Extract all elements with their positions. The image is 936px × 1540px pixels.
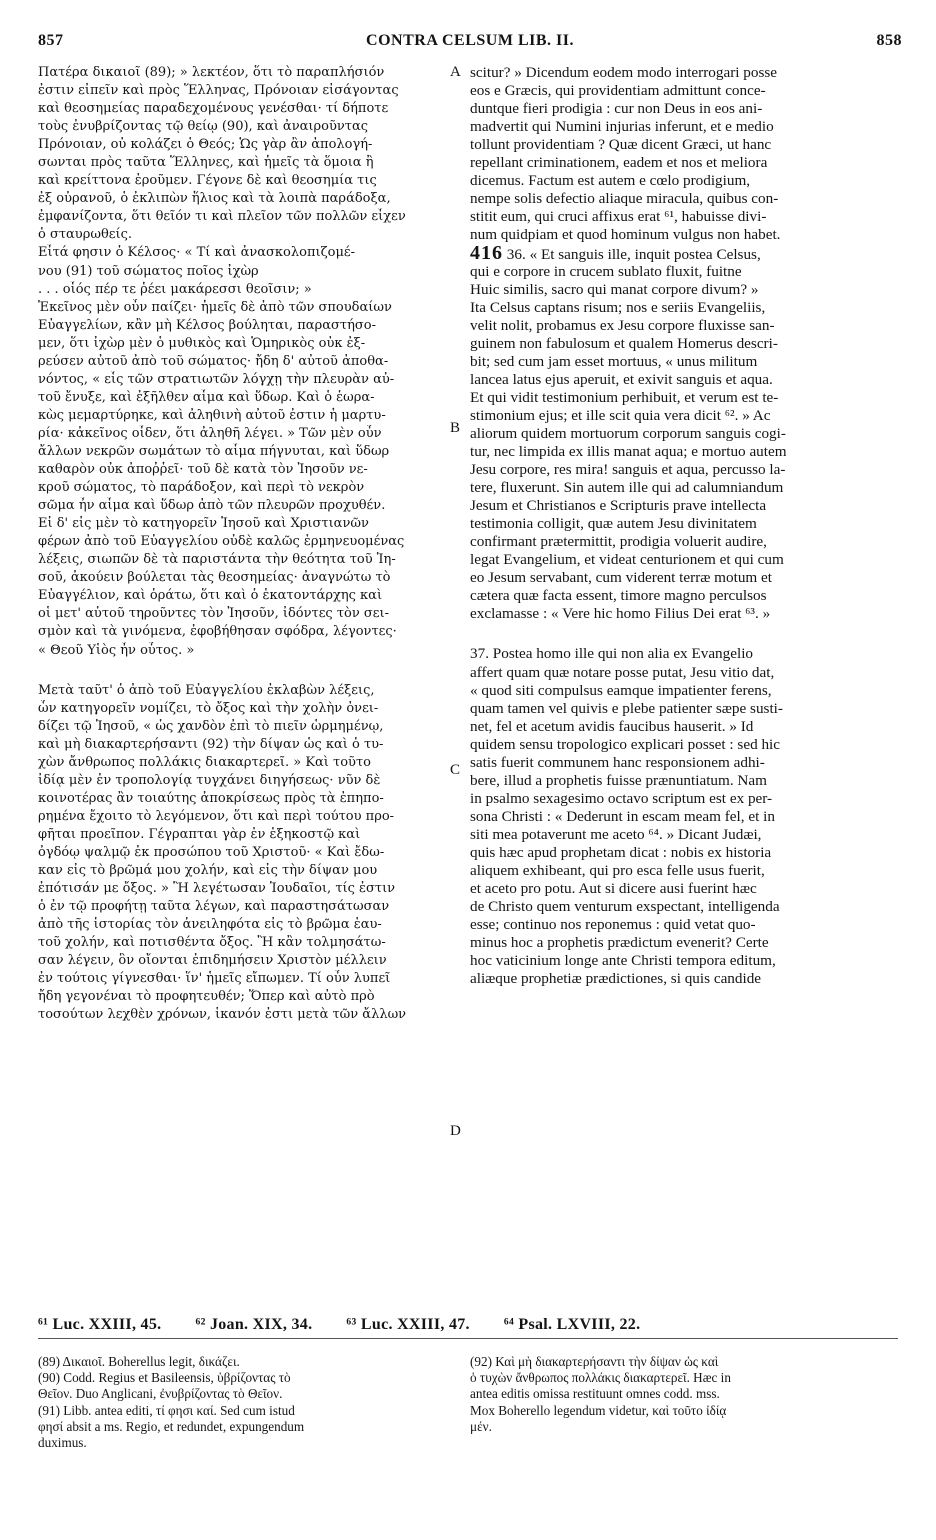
greek-text-line: νου (91) τοῦ σώματος ποῖος ἰχὼρ: [38, 263, 259, 279]
latin-text-line: siti mea potaverunt me aceto ⁶⁴. » Dicant Judæi,: [470, 825, 762, 843]
latin-text-line: tur, nec limpida ex illis manat aqua; e mortuo autem: [470, 442, 787, 460]
latin-text-line: stimonium ejus; et ille scit quia vera dicit ⁶². » Ac: [470, 406, 771, 424]
latin-text-line: quis hæc apud prophetam dicat : nobis ex historia: [470, 843, 772, 861]
greek-text-line: σοῦ, ἀκούειν βούλεται τὰς θεοσημείας· ἀναγνώτω τὸ: [38, 570, 391, 586]
greek-text-line: Ἐκεῖνος μὲν οὖν παίζει· ἡμεῖς δὲ ἀπὸ τῶν σπουδαίων: [38, 299, 392, 315]
greek-text-line: Εὐαγγελίων, κἂν μὴ Κέλσος βούληται, παραστήσο-: [38, 317, 376, 333]
greek-text-line: ἰδίᾳ μὲν ἐν τροπολογίᾳ τυγχάνει διηγήσεως· νῦν δὲ: [38, 772, 381, 788]
greek-text-line: Εἰ δ' εἰς μὲν τὸ κατηγορεῖν Ἰησοῦ καὶ Χριστιανῶν: [38, 516, 369, 532]
greek-text-line: ἄλλων νεκρῶν σωμάτων τὸ αἷμα πήγνυται, καὶ ὕδωρ: [38, 443, 390, 459]
scripture-reference: ⁶⁴ Psal. LXVIII, 22.: [503, 1316, 641, 1333]
greek-text-line: σωνται πρὸς ταῦτα Ἕλληνες, καὶ ἡμεῖς τὰ ὅμοια ἢ: [38, 155, 374, 171]
greek-text-line: ρημένα ἔχοιτο τὸ λεγόμενον, ὅτι καὶ περὶ τούτου προ-: [38, 808, 395, 824]
running-header: [38, 32, 902, 54]
latin-text-line: exclamasse : « Vere hic homo Filius Dei erat ⁶³. »: [470, 605, 771, 623]
greek-text-line: ἤδη γεγονέναι τὸ προφητευθέν; Ὅπερ καὶ αὐτὸ πρὸ: [38, 989, 375, 1005]
footnote-line: (91) Libb. antea editi, τί φησι καί. Sed cum istud: [38, 1402, 295, 1418]
greek-text-line: χὼν ἄνθρωπος πολλάκις διακαρτερεῖ. » Καὶ τοῦτο: [38, 754, 371, 770]
greek-text-line: τοῦ ἔνυξε, καὶ ἐξῆλθεν αἷμα καὶ ὕδωρ. Καὶ ὁ ἑωρα-: [38, 389, 375, 405]
latin-text-line: dicemus. Factum est autem e cœlo prodigium,: [470, 172, 751, 190]
greek-text-line: ἐπότισάν με ὄξος. » Ἢ λεγέτωσαν Ἰουδαῖοι, τίς ἐστιν: [38, 881, 396, 897]
greek-text-line: νόντος, « εἷς τῶν στρατιωτῶν λόγχῃ τὴν πλευρὰν αὐ-: [38, 371, 395, 387]
latin-text-line: sona Christi : « Dederunt in escam meam fel, et in: [470, 807, 775, 825]
latin-text-line: in psalmo sexagesimo octavo scriptum est ex per-: [470, 789, 773, 807]
greek-text-line: τοῦ χολήν, καὶ ποτισθέντα ὄξος. Ἢ κἂν τολμησάτω-: [38, 935, 386, 951]
greek-text-line: Πατέρα δικαιοῖ (89); » λεκτέον, ὅτι τὸ παραπλήσιόν: [38, 65, 385, 80]
latin-text-line: 416 36. « Et sanguis ille, inquit postea Celsus,: [470, 244, 761, 263]
greek-text-line: καν εἰς τὸ βρῶμά μου χολήν, καὶ εἰς τὴν δίψαν μου: [38, 863, 378, 879]
latin-text-line: eo Jesum servabant, cum viderent terræ motum et: [470, 569, 772, 587]
greek-text-line: σμὸν καὶ τὰ γινόμενα, ἐφοβήθησαν σφόδρα, λέγοντες·: [38, 624, 397, 640]
greek-text-line: κροῦ σώματος, τὸ παράδοξον, καὶ περὶ τὸ νεκρὸν: [38, 480, 365, 496]
running-title: CONTRA CELSUM LIB. II.: [366, 32, 574, 49]
paragraph-gap: [470, 623, 880, 645]
latin-text-line: Ita Celsus captans risum; nos e seriis Evangeliis,: [470, 298, 766, 316]
greek-text-line: Πρόνοιαν, οὐ κολάζει ὁ Θεός; Ὡς γὰρ ἂν ἀπολογή-: [38, 137, 373, 153]
latin-text-line: confirmant prætermittit, prodigia voluerit audire,: [470, 533, 767, 551]
greek-text-line: ἐξ οὐρανοῦ, ὁ ἐκλιπὼν ἥλιος καὶ τὰ λοιπὰ παράδοξα,: [38, 191, 391, 207]
footnote-line: (92) Καὶ μὴ διακαρτερήσαντι τὴν δίψαν ὡς καὶ: [470, 1354, 719, 1369]
latin-text-line: Jesu corpore, res mira! sanguis et aqua, percusso la-: [470, 461, 786, 479]
greek-text-line: ρία· κἀκεῖνος οἶδεν, ὅτι ἀληθῆ λέγει. » Τῶν μὲν οὖν: [38, 425, 382, 441]
footnote-line: antea editis omissa restituunt omnes codd. mss.: [470, 1386, 720, 1402]
greek-text-line: καθαρὸν οὐκ ἀποῤῥεῖ· τοῦ δὲ κατὰ τὸν Ἰησοῦν νε-: [38, 462, 368, 478]
page-number-right: 858: [876, 32, 902, 49]
latin-text-line: « quod siti compulsus eamque impatienter ferens,: [470, 681, 772, 699]
footnotes-left: [38, 1354, 448, 1451]
greek-text-line: κοινοτέρας ἂν τοιαύτης ἀποκρίσεως πρὸς τὰ ἐπηπο-: [38, 790, 384, 806]
latin-text-line: guinem non fabulosum et qualem Homerus descri-: [470, 334, 778, 352]
footnote-divider: [38, 1338, 898, 1339]
margin-marker: C: [450, 762, 461, 778]
latin-text-line: esse; continuo nos reponemus : quid vetat quo-: [470, 916, 756, 934]
greek-text-line: ἐμφανίζοντα, ὅτι θεῖόν τι καὶ πλεῖον τῶν πολλῶν εἶχεν: [38, 209, 406, 225]
footnote-line: ὁ τυχὼν ἄνθρωπος πολλάκις διακαρτερεῖ. Hæc in: [470, 1370, 731, 1386]
latin-text-line: qui e corpore in crucem sublato fluxit, fuitne: [470, 262, 742, 280]
latin-text-line: aliæque prophetiæ prædictiones, si quis candide: [470, 970, 762, 988]
latin-text-line: hoc vaticinium longe ante Christi tempora editum,: [470, 952, 776, 970]
greek-text-line: σῶμα ἦν αἷμα καὶ ὕδωρ ἀπὸ τῶν πλευρῶν προχυθέν.: [38, 498, 386, 514]
latin-text-line: bere, illud a prophetis fuisse prænuntiatum. Nam: [470, 771, 767, 789]
latin-text-column: [470, 64, 880, 988]
greek-text-line: ἐστιν εἰπεῖν καὶ πρὸς Ἕλληνας, Πρόνοιαν εἰσάγοντας: [38, 83, 399, 99]
greek-text-line: ρεύσεν αὐτοῦ ἀπὸ τοῦ σώματος· ἤδη δ' αὐτοῦ ἀποθα-: [38, 353, 389, 369]
latin-text-line: madvertit qui Numini injurias inferunt, et e medio: [470, 118, 774, 136]
greek-text-line: ὧν κατηγορεῖν νομίζει, τὸ ὄξος καὶ τὴν χολὴν ὀνει-: [38, 700, 379, 716]
latin-text-line: de Christo quem venturum exspectant, intelligenda: [470, 898, 780, 916]
greek-text-line: φῆται προεῖπον. Γέγραπται γὰρ ἐν ἑξηκοστῷ καὶ: [38, 826, 361, 842]
greek-text-line: καὶ θεοσημείας παραδεχομένους γενέσθαι· τί δήποτε: [38, 101, 389, 117]
greek-text-line: ὁ ἐν τῷ προφήτῃ ταῦτα λέγων, καὶ παραστησάτωσαν: [38, 899, 390, 915]
latin-text-line: stitit eum, qui cruci affixus erat ⁶¹, habuisse divi-: [470, 208, 767, 226]
footnote-line: Θεῖον. Duo Anglicani, ἐνυβρίζοντας τὸ Θεῖον.: [38, 1386, 283, 1402]
greek-text-line: « Θεοῦ Υἱὸς ἦν οὗτος. »: [38, 642, 195, 658]
greek-text-line: καὶ μὴ διακαρτερήσαντι (92) τὴν δίψαν ὡς καὶ ὁ τυ-: [38, 736, 384, 752]
greek-text-line: οἱ μετ' αὐτοῦ τηροῦντες τὸν Ἰησοῦν, ἰδόντες τὸν σει-: [38, 606, 389, 622]
latin-text-line: satis fuerit communem hanc responsionem adhi-: [470, 753, 765, 771]
greek-text-line: κὼς μεμαρτύρηκε, καὶ ἀληθινὴ αὐτοῦ ἐστιν ἡ μαρτυ-: [38, 407, 386, 423]
latin-text-line: tere, fluxerunt. Sin autem ille qui ad calumniandum: [470, 479, 784, 497]
greek-text-line: τοσούτων λεχθὲν χρόνων, ἱκανόν ἐστι μετὰ τῶν ἄλλων: [38, 1007, 407, 1023]
greek-text-line: λέξεις, σιωπῶν δὲ τὰ παριστάντα τὴν θεότητα τοῦ Ἰη-: [38, 552, 396, 568]
greek-text-line: Μετὰ ταῦτ' ὁ ἀπὸ τοῦ Εὐαγγελίου ἐκλαβὼν λέξεις,: [38, 682, 375, 698]
latin-text-line: Et qui vidit testimonium perhibuit, et verum est te-: [470, 388, 779, 406]
latin-text-line: aliorum quidem mortuorum corporum sanguis cogi-: [470, 424, 786, 442]
greek-text-line: σαν λέγειν, ὃν οἴονται ἐπιδημήσειν Χριστὸν μέλλειν: [38, 953, 387, 969]
section-page-number: 416: [470, 244, 503, 263]
latin-text-line: num quidpiam et quod hominum vulgus non habet.: [470, 226, 781, 244]
greek-text-line: καὶ κρείττονα ἐροῦμεν. Γέγονε δὲ καὶ θεοσημία τις: [38, 173, 377, 189]
latin-text-line: et aceto pro potu. Aut si dicere ausi fuerint hæc: [470, 880, 757, 898]
margin-marker: A: [450, 64, 461, 80]
footnote-line: duximus.: [38, 1434, 87, 1450]
latin-text-line: Jesum et Christianos e Scripturis prave intellecta: [470, 497, 767, 515]
greek-text-line: Εἶτά φησιν ὁ Κέλσος· « Τί καὶ ἀνασκολοπιζομέ-: [38, 245, 356, 261]
latin-text-line: quam tamen vel quivis e plebe patienter sæpe susti-: [470, 699, 783, 717]
greek-text-line: φέρων ἀπὸ τοῦ Εὐαγγελίου οὐδὲ καλῶς ἑρμηνευομένας: [38, 534, 405, 550]
paragraph-gap: [38, 660, 446, 682]
scripture-reference: ⁶³ Luc. XXIII, 47.: [346, 1316, 470, 1333]
greek-text-line: ὁ σταυρωθείς.: [38, 227, 133, 243]
page-number-left: 857: [38, 32, 64, 49]
greek-text-line: δίζει τῷ Ἰησοῦ, « ὡς χανδὸν ἐπὶ τὸ πιεῖν ὡρμημένῳ,: [38, 718, 384, 734]
greek-text-column: [38, 64, 446, 1024]
footnotes-right: [470, 1354, 880, 1435]
latin-text-line: nempe solis defectio aliaque miracula, quibus con-: [470, 190, 779, 208]
scripture-reference: ⁶¹ Luc. XXIII, 45.: [38, 1316, 162, 1333]
latin-text-line: affert quam quæ notare posse putat, Jesu vitio dat,: [470, 663, 775, 681]
latin-text-line: legat Evangelium, et videat centurionem et qui cum: [470, 551, 784, 569]
latin-text-line: minus hoc a prophetis prædictum evenerit? Certe: [470, 934, 769, 952]
footnote-line: φησί absit a ms. Regio, et redundet, expungendum: [38, 1418, 305, 1434]
greek-text-line: Εὐαγγέλιον, καὶ ὁράτω, ὅτι καὶ ὁ ἑκατοντάρχης καὶ: [38, 588, 383, 604]
latin-text-line: net, fel et acetum avidis faucibus hauserit. » Id: [470, 717, 754, 735]
latin-text-line: tollunt providentiam ? Quæ dicent Græci, ut hanc: [470, 136, 772, 154]
greek-text-line: τοὺς ἐνυβρίζοντας τῷ θείῳ (90), καὶ ἀναιροῦντας: [38, 119, 369, 135]
latin-text-line: 37. Postea homo ille qui non alia ex Evangelio: [470, 645, 754, 663]
scripture-reference: ⁶² Joan. XIX, 34.: [195, 1316, 313, 1333]
footnote-line: (89) Δικαιοῖ. Boherellus legit, δικάζει.: [38, 1354, 240, 1369]
latin-text-line: quidem sensu tropologico explicari posset : sed hic: [470, 735, 781, 753]
latin-text-line: Huic similis, sacro qui manat corpore divum? »: [470, 280, 759, 298]
greek-text-line: μεν, ὅτι ἰχὼρ μὲν ὁ μυθικὸς καὶ Ὁμηρικὸς οὐκ ἐξ-: [38, 335, 366, 351]
latin-text-line: testimonia colligit, quæ autem Jesu divinitatem: [470, 515, 757, 533]
latin-text-line: velit nolit, probamus ex Jesu corpore fluxisse san-: [470, 316, 775, 334]
footnote-line: μέν.: [470, 1418, 492, 1434]
latin-text-line: bit; sed cum jam esset mortuus, « unus militum: [470, 352, 758, 370]
latin-text-line: eos e Græcis, qui providentiam admittunt conce-: [470, 82, 766, 100]
greek-text-line: ἐν τούτοις γίγνεσθαι· ἵν' ἡμεῖς εἴπωμεν. Τί οὖν λυπεῖ: [38, 971, 391, 987]
greek-text-line: ὀγδόῳ ψαλμῷ ἐκ προσώπου τοῦ Χριστοῦ· « Καὶ ἔδω-: [38, 844, 385, 860]
latin-text-line: cætera quæ facta essent, timore magno perculsos: [470, 587, 767, 605]
greek-text-line: ἀπὸ τῆς ἱστορίας τὸν ἀνειληφότα εἰς τὸ βρῶμα ἑαυ-: [38, 917, 382, 933]
latin-text-line: repellant criminationem, eadem et nos et meliora: [470, 154, 768, 172]
footnote-line: Mox Boherello legendum videtur, καὶ τοῦτο ἰδίᾳ: [470, 1402, 727, 1418]
greek-text-line: . . . οἷός πέρ τε ῥέει μακάρεσσι θεοῖσιν; »: [38, 281, 312, 297]
margin-marker: D: [450, 1123, 461, 1139]
latin-text-line: scitur? » Dicendum eodem modo interrogari posse: [470, 64, 778, 81]
latin-text-line: lancea latus ejus aperuit, et exivit sanguis et aqua.: [470, 370, 773, 388]
margin-marker: B: [450, 420, 461, 436]
footnote-line: (90) Codd. Regius et Basileensis, ὑβρίζοντας τὸ: [38, 1370, 291, 1386]
latin-text-line: duntque fieri prodigia : cur non Deus in eos ani-: [470, 100, 763, 118]
scripture-references: [38, 1316, 898, 1334]
latin-text-line: aliquem exhibeant, qui pro esca felle usus fuerit,: [470, 862, 765, 880]
